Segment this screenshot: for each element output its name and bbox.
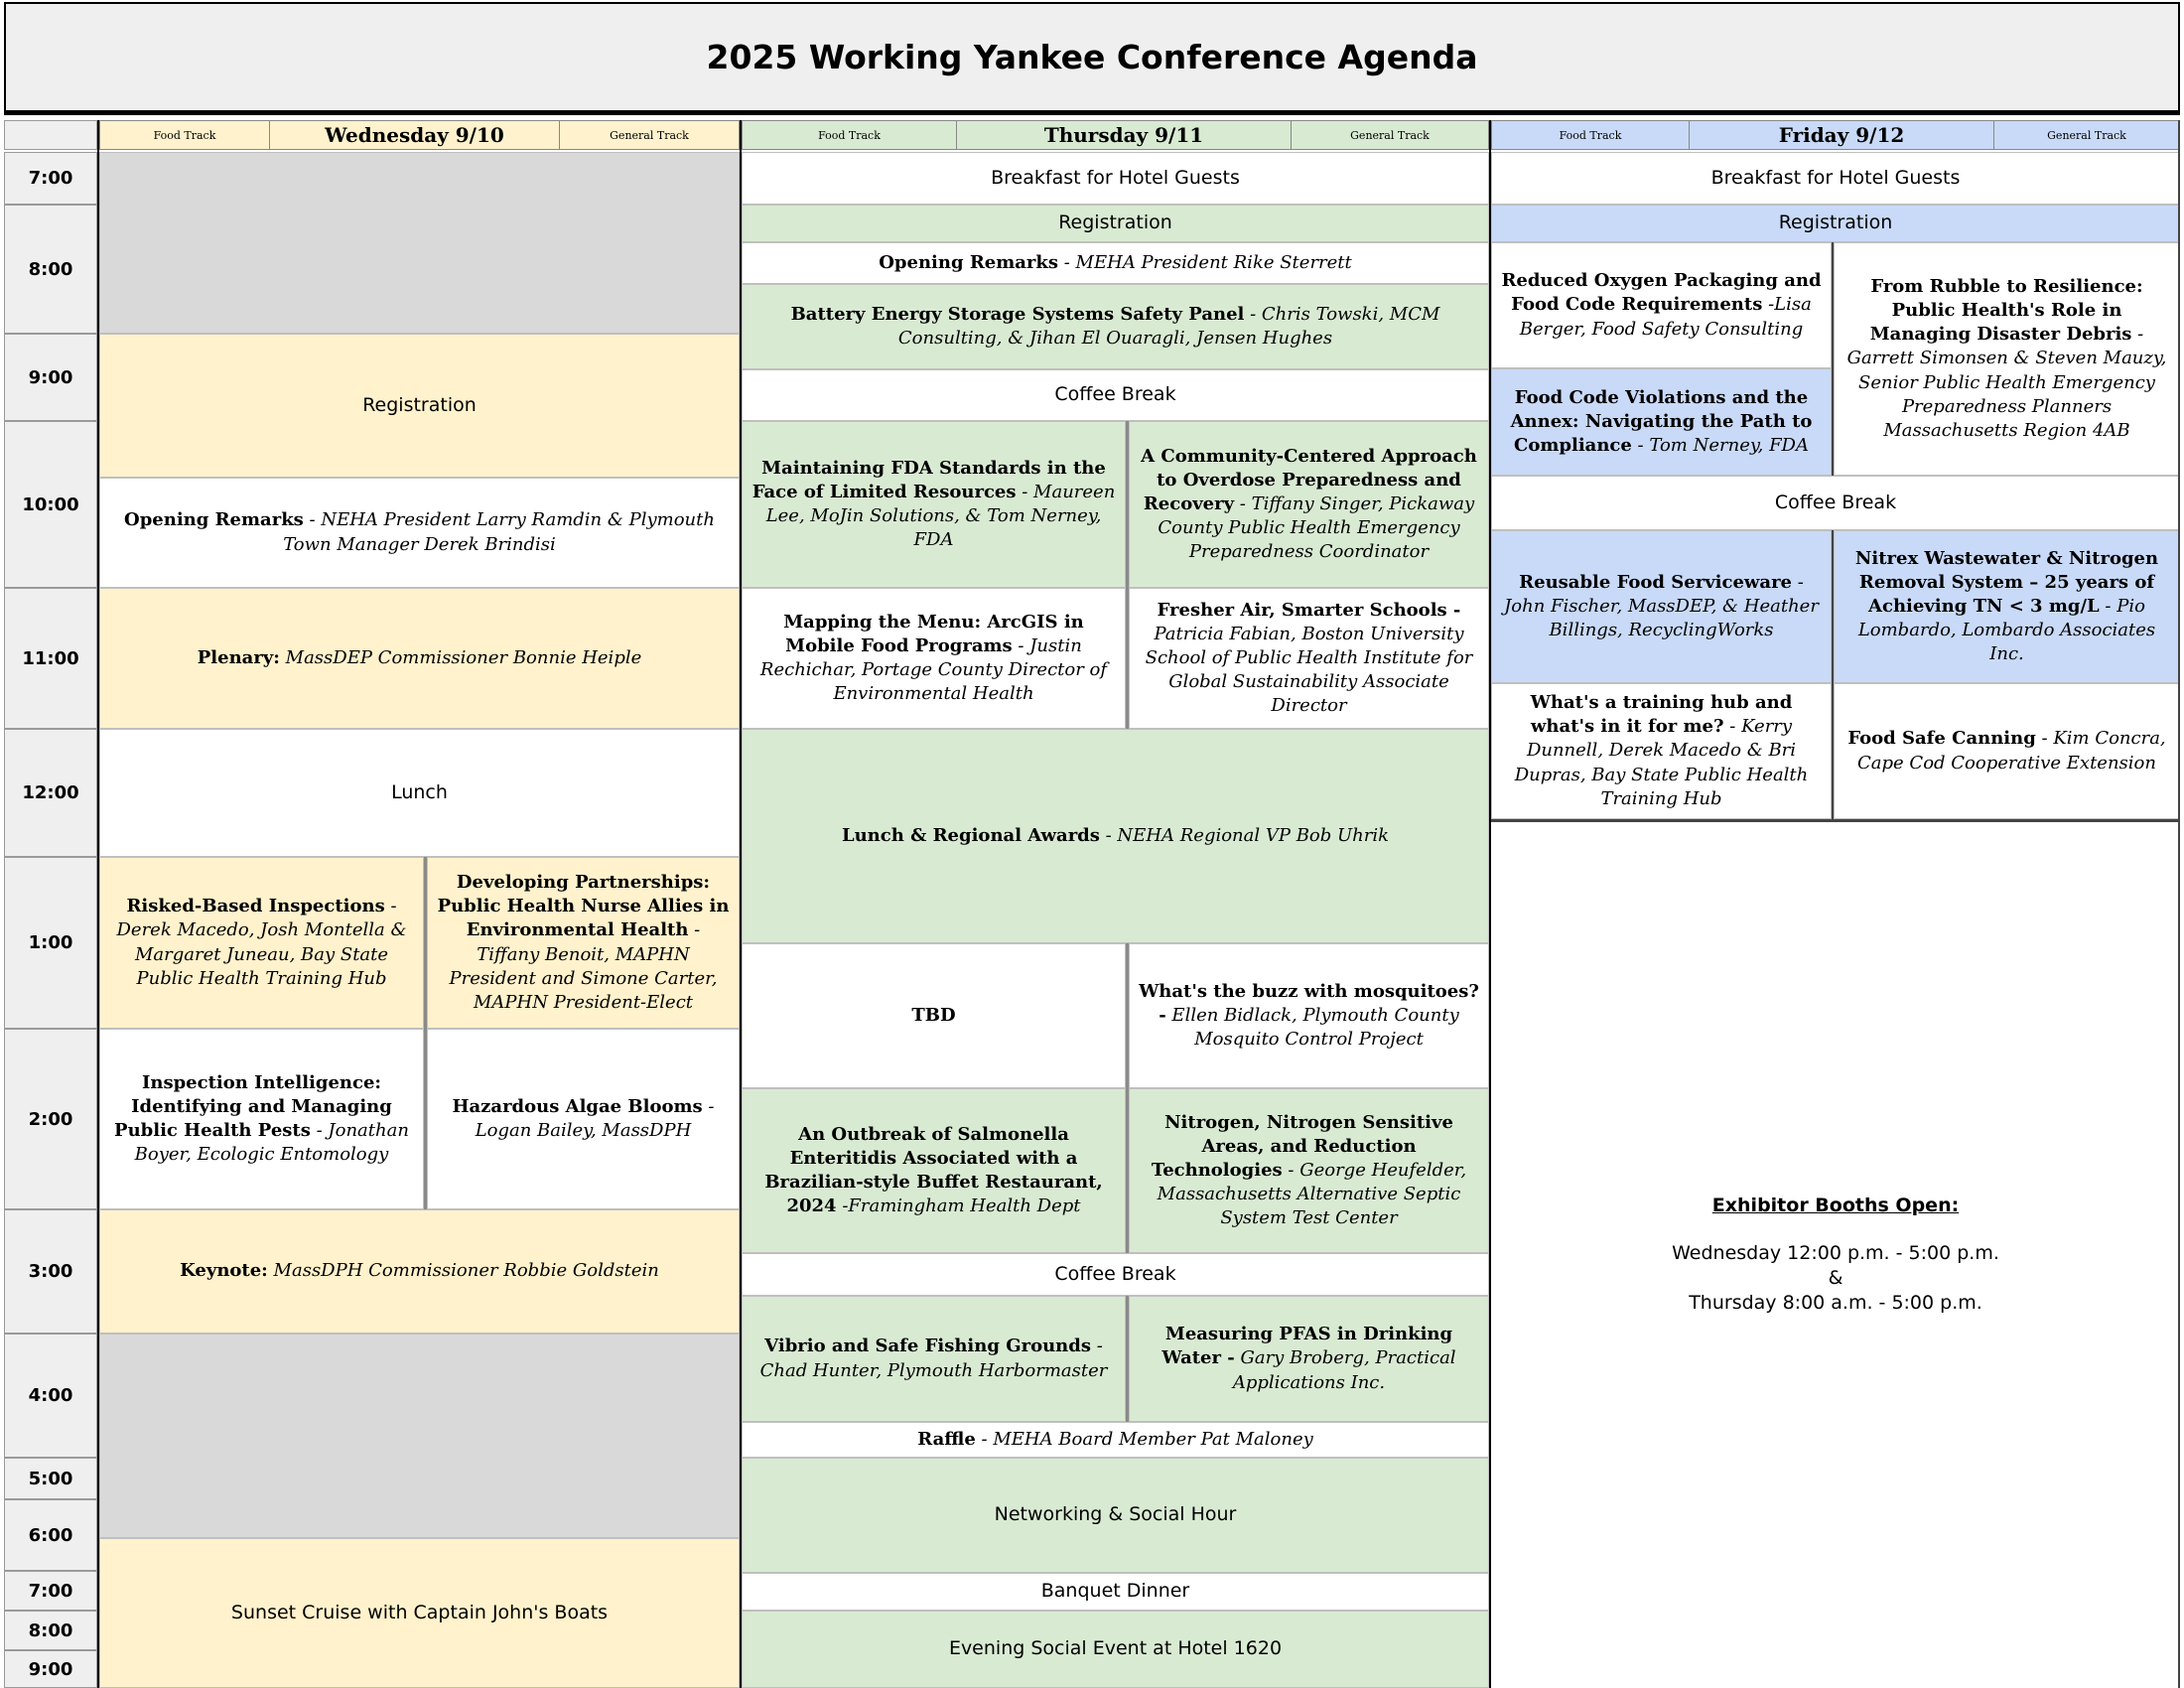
session-speakers: - Pio Lombardo, Lombardo Associates Inc. bbox=[1857, 595, 2156, 665]
thu-battery-storage-panel bbox=[742, 284, 1489, 369]
thu-registration: Registration bbox=[742, 205, 1489, 242]
session-title: Maintaining FDA Standards in the Face of Limited Resources bbox=[751, 457, 1106, 502]
food-track-label: Food Track bbox=[1559, 128, 1622, 142]
fri-training-hub bbox=[1491, 683, 1832, 819]
session-speakers: - George Heufelder, Massachusetts Alternative Septic System Test Center bbox=[1157, 1159, 1467, 1229]
friday-header bbox=[1491, 120, 2180, 150]
time-slot: 6:00 bbox=[4, 1499, 97, 1571]
session-title: Lunch & Regional Awards bbox=[841, 824, 1100, 846]
wed-developing-partnerships bbox=[427, 857, 740, 1029]
fri-reduced-oxygen-packaging bbox=[1491, 242, 1832, 368]
session-speakers: - Tiffany Benoit, MAPHN President and Simone Carter, MAPHN President-Elect bbox=[449, 919, 718, 1013]
session-title: What's a training hub and what's in it for me? bbox=[1530, 692, 1793, 738]
session-title: Food Code Violations and the Annex: Navigating the Path to Compliance bbox=[1510, 386, 1813, 457]
session-title: Reusable Food Serviceware bbox=[1519, 571, 1793, 593]
wed-opening-remarks bbox=[99, 478, 740, 588]
session-title: Food Safe Canning bbox=[1847, 728, 2036, 750]
thu-networking: Networking & Social Hour bbox=[742, 1458, 1489, 1573]
thu-fresher-air bbox=[1129, 588, 1489, 729]
wed-sunset-cruise: Sunset Cruise with Captain John's Boats bbox=[99, 1538, 740, 1688]
time-slot: 12:00 bbox=[4, 729, 97, 857]
thu-fda-standards bbox=[742, 421, 1126, 588]
thu-banquet: Banquet Dinner bbox=[742, 1573, 1489, 1611]
wednesday-header bbox=[99, 120, 740, 150]
wednesday-day-label: Wednesday 9/10 bbox=[269, 121, 560, 149]
thu-vibrio bbox=[742, 1296, 1126, 1422]
session-title: Mapping the Menu: ArcGIS in Mobile Food Programs bbox=[783, 611, 1084, 656]
session-title: Plenary: bbox=[197, 646, 280, 668]
session-title: Nitrogen, Nitrogen Sensitive Areas, and Reduction Technologies bbox=[1151, 1111, 1453, 1181]
session-title: Battery Energy Storage Systems Safety Panel bbox=[790, 303, 1245, 325]
thu-evening-social: Evening Social Event at Hotel 1620 bbox=[742, 1611, 1489, 1688]
session-speakers: - Maureen Lee, MoJin Solutions, & Tom Nerney, FDA bbox=[765, 481, 1116, 551]
exhibitor-title: Exhibitor Booths Open: bbox=[1711, 1195, 1960, 1217]
general-track-label: General Track bbox=[610, 128, 689, 142]
thu-lunch-awards bbox=[742, 729, 1489, 943]
session-title: Raffle bbox=[917, 1428, 976, 1450]
fri-registration: Registration bbox=[1491, 205, 2180, 242]
session-speakers: - NEHA President Larry Ramdin & Plymouth Town Manager Derek Brindisi bbox=[283, 509, 715, 555]
thursday-day-label: Thursday 9/11 bbox=[956, 121, 1292, 149]
wed-plenary bbox=[99, 588, 740, 729]
exhibitor-thursday-hours: Thursday 8:00 a.m. - 5:00 p.m. bbox=[1689, 1292, 1982, 1315]
session-speakers: - NEHA Regional VP Bob Uhrik bbox=[1099, 824, 1390, 846]
session-speakers: - Garrett Simonsen & Steven Mauzy, Senior Public Health Emergency Preparedness Planners Massachusetts Region 4AB bbox=[1846, 324, 2167, 441]
thu-raffle bbox=[742, 1422, 1489, 1458]
session-speakers: - Chad Hunter, Plymouth Harbormaster bbox=[759, 1336, 1108, 1381]
time-slot: 9:00 bbox=[4, 334, 97, 421]
thu-mapping-the-menu bbox=[742, 588, 1126, 729]
time-slot: 1:00 bbox=[4, 857, 97, 1029]
session-speakers: - Chris Towski, MCM Consulting, & Jihan El Ouaragli, Jensen Hughes bbox=[897, 303, 1440, 349]
friday-day-label: Friday 9/12 bbox=[1689, 121, 1994, 149]
session-title: Risked-Based Inspections bbox=[126, 896, 385, 917]
wed-empty-block bbox=[99, 152, 740, 334]
fri-reusable-serviceware bbox=[1491, 530, 1832, 683]
wed-keynote bbox=[99, 1209, 740, 1334]
wed-risk-based-inspections bbox=[99, 857, 424, 1029]
session-speakers: - Justin Rechichar, Portage County Director of Environmental Health bbox=[759, 634, 1108, 705]
fri-rubble-to-resilience bbox=[1834, 242, 2180, 476]
exhibitor-wednesday-hours: Wednesday 12:00 p.m. - 5:00 p.m. bbox=[1672, 1241, 1999, 1264]
session-title: TBD bbox=[911, 1004, 956, 1026]
time-slot: 3:00 bbox=[4, 1209, 97, 1334]
session-speakers: - Kerry Dunnell, Derek Macedo & Bri Dupras, Bay State Public Health Training Hub bbox=[1514, 716, 1809, 809]
fri-food-code-violations bbox=[1491, 368, 1832, 476]
wed-hazardous-algae-blooms bbox=[427, 1029, 740, 1209]
time-header-blank bbox=[4, 120, 97, 150]
time-slot: 7:00 bbox=[4, 152, 97, 205]
session-title: Reduced Oxygen Packaging and Food Code Requirements bbox=[1501, 270, 1822, 316]
time-slot: 7:00 bbox=[4, 1571, 97, 1611]
session-speakers: - Logan Bailey, MassDPH bbox=[475, 1095, 715, 1141]
thu-tbd bbox=[742, 943, 1126, 1088]
thu-mosquitoes bbox=[1129, 943, 1489, 1088]
session-speakers: - MEHA President Rike Sterrett bbox=[1058, 251, 1352, 273]
thursday-header bbox=[742, 120, 1489, 150]
session-speakers: - MEHA Board Member Pat Maloney bbox=[975, 1428, 1313, 1450]
session-speakers: -Framingham Health Dept bbox=[836, 1196, 1081, 1217]
time-slot: 11:00 bbox=[4, 588, 97, 729]
session-title: Fresher Air, Smarter Schools - bbox=[1157, 599, 1461, 621]
session-title: Opening Remarks bbox=[879, 251, 1059, 273]
fri-nitrex-wastewater bbox=[1834, 530, 2180, 683]
session-speakers: - Kim Concra, Cape Cod Cooperative Extension bbox=[1857, 728, 2166, 774]
session-title: An Outbreak of Salmonella Enteritidis Associated with a Brazilian-style Buffet Restaurant, 2024 bbox=[764, 1123, 1103, 1217]
session-title: Vibrio and Safe Fishing Grounds bbox=[764, 1336, 1091, 1357]
thu-community-overdose bbox=[1129, 421, 1489, 588]
time-slot: 8:00 bbox=[4, 205, 97, 334]
session-title: Developing Partnerships: Public Health Nurse Allies in Environmental Health bbox=[437, 872, 730, 941]
thu-opening-remarks bbox=[742, 242, 1489, 284]
session-speakers: MassDPH Commissioner Robbie Goldstein bbox=[267, 1260, 659, 1282]
time-slot: 4:00 bbox=[4, 1334, 97, 1458]
time-slot: 5:00 bbox=[4, 1458, 97, 1499]
time-slot: 8:00 bbox=[4, 1611, 97, 1650]
wed-registration: Registration bbox=[99, 334, 740, 478]
session-speakers: - Tom Nerney, FDA bbox=[1631, 435, 1809, 457]
thu-salmonella-outbreak bbox=[742, 1088, 1126, 1253]
fri-exhibitor-booths bbox=[1491, 822, 2180, 1688]
exhibitor-ampersand: & bbox=[1828, 1267, 1843, 1289]
page-title: 2025 Working Yankee Conference Agenda bbox=[4, 2, 2180, 115]
time-slot: 2:00 bbox=[4, 1029, 97, 1209]
session-title: A Community-Centered Approach to Overdose Preparedness and Recovery bbox=[1141, 445, 1477, 514]
thu-breakfast: Breakfast for Hotel Guests bbox=[742, 152, 1489, 205]
session-title: Measuring PFAS in Drinking Water - bbox=[1161, 1324, 1453, 1369]
thu-coffee-break: Coffee Break bbox=[742, 369, 1489, 421]
session-speakers: - Derek Macedo, Josh Montella & Margaret Juneau, Bay State Public Health Training Hub bbox=[116, 896, 407, 989]
session-speakers: - Jonathan Boyer, Ecologic Entomology bbox=[134, 1120, 409, 1166]
general-track-label: General Track bbox=[2047, 128, 2126, 142]
food-track-label: Food Track bbox=[818, 128, 881, 142]
session-title: Inspection Intelligence: Identifying and Managing Public Health Pests bbox=[114, 1071, 392, 1141]
wed-empty-block bbox=[99, 1334, 740, 1538]
session-title: Hazardous Algae Blooms bbox=[452, 1095, 703, 1117]
fri-coffee-break: Coffee Break bbox=[1491, 476, 2180, 530]
session-speakers: MassDEP Commissioner Bonnie Heiple bbox=[279, 646, 642, 668]
thu-nitrogen bbox=[1129, 1088, 1489, 1253]
session-speakers: Ellen Bidlack, Plymouth County Mosquito Control Project bbox=[1165, 1004, 1459, 1051]
session-title: Opening Remarks bbox=[124, 509, 304, 531]
wed-lunch: Lunch bbox=[99, 729, 740, 857]
time-slot: 9:00 bbox=[4, 1650, 97, 1688]
session-speakers: Patricia Fabian, Boston University School of Public Health Institute for Global Sustainability Associate Director bbox=[1145, 623, 1473, 717]
session-title: Keynote: bbox=[180, 1260, 268, 1282]
session-title: From Rubble to Resilience: Public Health's Role in Managing Disaster Debris bbox=[1869, 276, 2143, 346]
time-slot: 10:00 bbox=[4, 421, 97, 588]
thu-coffee-break: Coffee Break bbox=[742, 1253, 1489, 1296]
session-title: What's the buzz with mosquitoes? - bbox=[1139, 980, 1479, 1026]
session-speakers: -Lisa Berger, Food Safety Consulting bbox=[1519, 294, 1812, 340]
general-track-label: General Track bbox=[1350, 128, 1430, 142]
food-track-label: Food Track bbox=[153, 128, 216, 142]
thu-pfas bbox=[1129, 1296, 1489, 1422]
session-title: Nitrex Wastewater & Nitrogen Removal System – 25 years of Achieving TN < 3 mg/L bbox=[1854, 547, 2159, 617]
session-speakers: - Tiffany Singer, Pickaway County Public Health Emergency Preparedness Coordinator bbox=[1158, 492, 1475, 563]
session-speakers: - John Fischer, MassDEP, & Heather Billings, RecyclingWorks bbox=[1504, 571, 1819, 641]
wed-inspection-intelligence bbox=[99, 1029, 424, 1209]
fri-breakfast: Breakfast for Hotel Guests bbox=[1491, 152, 2180, 205]
right-border bbox=[2178, 120, 2180, 1688]
fri-food-safe-canning bbox=[1834, 683, 2180, 819]
session-speakers: Gary Broberg, Practical Applications Inc. bbox=[1232, 1347, 1456, 1393]
